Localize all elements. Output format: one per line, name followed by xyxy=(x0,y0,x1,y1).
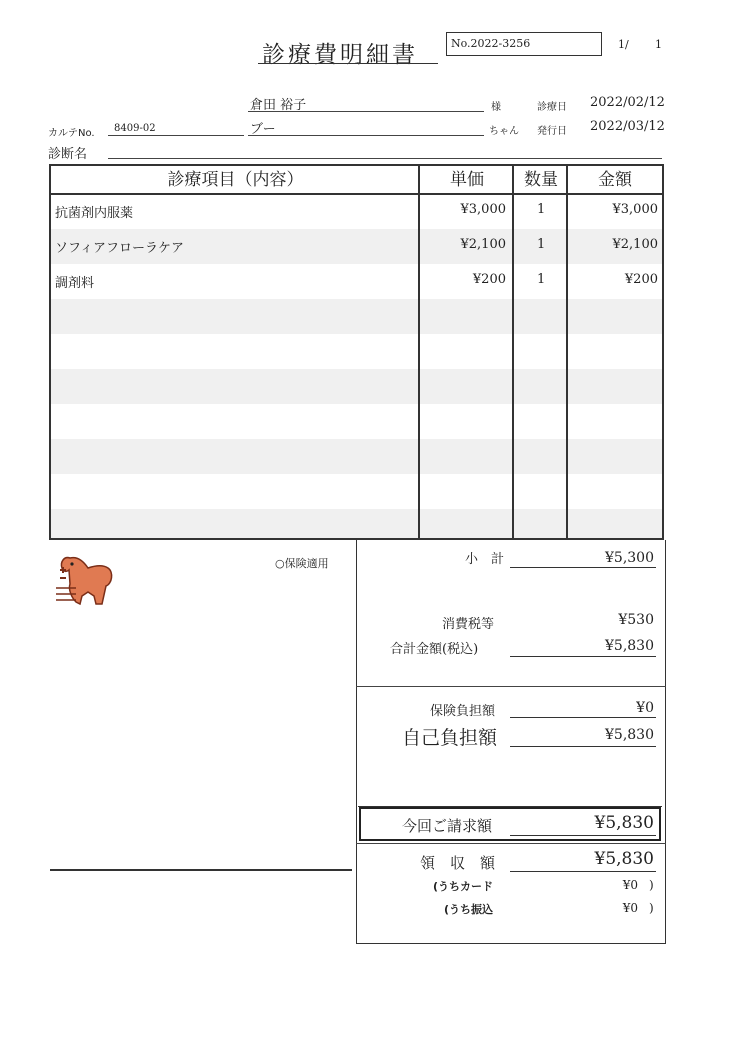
transfer-close: ) xyxy=(649,901,654,915)
pet-suffix: ちゃん xyxy=(489,126,519,137)
billing-bottom-rule xyxy=(356,843,666,844)
item-qty: 1 xyxy=(537,237,546,252)
header-unit-price: 単価 xyxy=(450,170,484,190)
summary-divider xyxy=(356,686,666,687)
self-pay-underline xyxy=(510,746,656,747)
item-price: ¥3,000 xyxy=(460,202,506,217)
document-number: No.2022-3256 xyxy=(446,32,602,56)
item-name: ソフィアフローラケア xyxy=(55,241,184,256)
billing-underline xyxy=(510,835,656,836)
page-total: 1 xyxy=(655,38,662,51)
item-name: 抗菌剤内服薬 xyxy=(55,206,134,221)
diagnosis-label: 診断名 xyxy=(48,147,88,162)
billing-label: 今回ご請求額 xyxy=(402,817,493,835)
table-row-bg xyxy=(51,439,662,474)
item-amount: ¥200 xyxy=(624,272,658,287)
item-amount: ¥2,100 xyxy=(612,237,658,252)
table-row xyxy=(51,194,662,229)
clinic-dog-logo-icon xyxy=(50,546,120,610)
insurance-amount-value: ¥0 xyxy=(636,700,654,716)
total-label: 合計金額(税込) xyxy=(390,642,479,657)
visit-date-label: 診療日 xyxy=(537,102,567,113)
self-pay-label: 自己負担額 xyxy=(402,727,498,749)
owner-suffix: 様 xyxy=(491,102,501,113)
visit-date: 2022/02/12 xyxy=(590,95,665,110)
billing-value: ¥5,830 xyxy=(594,813,654,833)
receipt-value: ¥5,830 xyxy=(594,849,654,869)
self-pay-value: ¥5,830 xyxy=(605,727,654,743)
items-table xyxy=(49,164,664,540)
title-underline xyxy=(258,63,438,64)
total-value: ¥5,830 xyxy=(605,638,654,654)
owner-name-underline xyxy=(248,111,484,112)
issue-date: 2022/03/12 xyxy=(590,119,665,134)
pet-name-underline xyxy=(248,135,484,136)
table-row xyxy=(51,229,662,264)
insurance-underline xyxy=(510,717,656,718)
header-amount: 金額 xyxy=(598,170,632,190)
page-current: 1/ xyxy=(618,38,629,51)
item-qty: 1 xyxy=(537,202,546,217)
item-amount: ¥3,000 xyxy=(612,202,658,217)
subtotal-label: 小 計 xyxy=(465,552,505,567)
pet-name: ブー xyxy=(250,122,276,137)
table-row-bg xyxy=(51,369,662,404)
header-item: 診療項目（内容） xyxy=(167,170,304,190)
insurance-amount-label: 保険負担額 xyxy=(430,704,496,719)
chart-number-underline xyxy=(108,135,244,136)
item-price: ¥200 xyxy=(472,272,506,287)
chart-number-label: カルテNo. xyxy=(48,128,95,139)
item-qty: 1 xyxy=(537,272,546,287)
tax-value: ¥530 xyxy=(618,612,654,628)
card-close: ) xyxy=(649,878,654,892)
total-underline xyxy=(510,656,656,657)
issue-date-label: 発行日 xyxy=(537,126,567,137)
card-value: ¥0 xyxy=(622,878,638,892)
insurance-note: ○保険適用 xyxy=(275,557,329,570)
transfer-value: ¥0 xyxy=(622,901,638,915)
receipt-label: 領 収 額 xyxy=(420,854,496,872)
tax-label: 消費税等 xyxy=(442,617,495,632)
diagnosis-underline xyxy=(108,158,662,159)
table-row-bg xyxy=(51,509,662,538)
item-name: 調剤料 xyxy=(55,276,95,291)
item-price: ¥2,100 xyxy=(460,237,506,252)
owner-name: 倉田 裕子 xyxy=(250,98,307,113)
table-row xyxy=(51,264,662,299)
subtotal-underline xyxy=(510,567,656,568)
document-title: 診療費明細書 xyxy=(262,42,418,68)
subtotal-value: ¥5,300 xyxy=(605,550,654,566)
chart-number: 8409-02 xyxy=(114,123,156,134)
signature-line xyxy=(50,869,352,871)
transfer-label: (うち振込 xyxy=(444,903,494,916)
table-row-bg xyxy=(51,299,662,334)
card-label: (うちカード xyxy=(433,880,494,893)
header-quantity: 数量 xyxy=(524,170,558,190)
receipt-underline xyxy=(510,871,656,872)
